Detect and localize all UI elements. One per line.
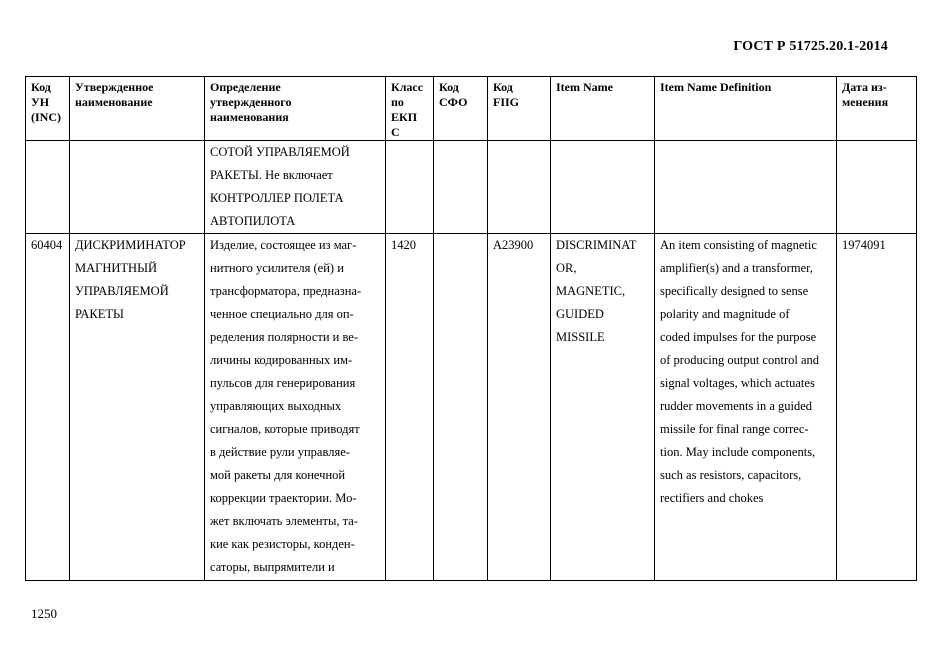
table-row-60404: [26, 234, 917, 581]
text-line: amplifier(s) and a transformer,: [660, 261, 813, 275]
cell-item-name: [551, 234, 655, 581]
text-line: МАГНИТНЫЙ: [75, 261, 158, 275]
text-line: управляющих выходных: [210, 399, 342, 413]
text-line: Item Name Definition: [660, 80, 772, 94]
header-sfo-code: [434, 77, 488, 141]
table-row-continuation: [26, 141, 917, 234]
text-line: по: [391, 95, 404, 109]
cell-sfo-code: [434, 234, 488, 581]
text-line: УН: [31, 95, 50, 109]
text-line: GUIDED: [556, 307, 604, 321]
text-line: Класс: [391, 80, 424, 94]
text-line: FIIG: [493, 95, 520, 109]
cell-definition: [205, 234, 386, 581]
header-ekps-class: [386, 77, 434, 141]
cell-item-name: [551, 141, 655, 234]
cell-sfo-code: [434, 141, 488, 234]
header-item-name-definition: [655, 77, 837, 141]
text-line: личины кодированных им-: [210, 353, 353, 367]
text-line: Определение: [210, 80, 281, 94]
text-line: Утвержденное: [75, 80, 154, 94]
text-line: Код: [31, 80, 51, 94]
text-line: rectifiers and chokes: [660, 491, 764, 505]
cell-definition: [205, 141, 386, 234]
text-line: MISSILE: [556, 330, 605, 344]
classifier-table: [25, 76, 917, 581]
text-line: missile for final range correc-: [660, 422, 809, 436]
text-line: трансформатора, предназна-: [210, 284, 362, 298]
text-line: tion. May include components,: [660, 445, 816, 459]
cell-ekps-class: 1420: [386, 234, 434, 581]
cell-fiig-code: [488, 141, 551, 234]
header-change-date: [837, 77, 917, 141]
text-line: РАКЕТЫ: [75, 307, 124, 321]
text-line: polarity and magnitude of: [660, 307, 790, 321]
cell-fiig-code: A23900: [488, 234, 551, 581]
cell-approved-name: [70, 234, 205, 581]
text-line: Код: [493, 80, 513, 94]
text-line: (INC): [31, 110, 61, 124]
header-approved-name: [70, 77, 205, 141]
text-line: менения: [842, 95, 889, 109]
text-line: сигналов, которые приводят: [210, 422, 360, 436]
text-line: утвержденного: [210, 95, 292, 109]
text-line: Код: [439, 80, 459, 94]
cell-change-date: [837, 141, 917, 234]
text-line: ченное специально для оп-: [210, 307, 354, 321]
page-number: 1250: [31, 606, 57, 621]
text-line: rudder movements in a guided: [660, 399, 813, 413]
text-line: DISCRIMINAT: [556, 238, 637, 252]
text-line: Изделие, состоящее из маг-: [210, 238, 357, 252]
text-line: коррекции траектории. Мо-: [210, 491, 357, 505]
cell-ekps-class: [386, 141, 434, 234]
text-line: АВТОПИЛОТА: [210, 214, 296, 228]
header-definition: [205, 77, 386, 141]
text-line: Дата из-: [842, 80, 887, 94]
text-line: нитного усилителя (ей) и: [210, 261, 344, 275]
text-line: кие как резисторы, конден-: [210, 537, 355, 551]
text-line: пульсов для генерирования: [210, 376, 356, 390]
cell-approved-name: [70, 141, 205, 234]
text-line: coded impulses for the purpose: [660, 330, 817, 344]
text-line: мой ракеты для конечной: [210, 468, 346, 482]
cell-inc: 60404: [26, 234, 70, 581]
text-line: С: [391, 125, 400, 139]
document-header: ГОСТ Р 51725.20.1-2014: [733, 39, 888, 54]
text-line: ЕКП: [391, 110, 418, 124]
cell-item-name-definition: [655, 141, 837, 234]
text-line: specifically designed to sense: [660, 284, 809, 298]
header-fiig-code: [488, 77, 551, 141]
text-line: СОТОЙ УПРАВЛЯЕМОЙ: [210, 145, 350, 159]
text-line: наименования: [210, 110, 289, 124]
text-line: MAGNETIC,: [556, 284, 626, 298]
text-line: ДИСКРИМИНАТОР: [75, 238, 186, 252]
header-item-name: [551, 77, 655, 141]
text-line: УПРАВЛЯЕМОЙ: [75, 284, 169, 298]
text-line: саторы, выпрямители и: [210, 560, 335, 574]
cell-change-date: 1974091: [837, 234, 917, 581]
header-inc: [26, 77, 70, 141]
text-line: РАКЕТЫ. Не включает: [210, 168, 333, 182]
text-line: of producing output control and: [660, 353, 819, 367]
text-line: Item Name: [556, 80, 613, 94]
text-line: An item consisting of magnetic: [660, 238, 817, 252]
cell-inc: [26, 141, 70, 234]
text-line: в действие рули управляе-: [210, 445, 350, 459]
text-line: such as resistors, capacitors,: [660, 468, 802, 482]
text-line: жет включать элементы, та-: [210, 514, 358, 528]
text-line: OR,: [556, 261, 577, 275]
text-line: КОНТРОЛЛЕР ПОЛЕТА: [210, 191, 344, 205]
text-line: signal voltages, which actuates: [660, 376, 815, 390]
text-line: наименование: [75, 95, 153, 109]
cell-item-name-definition: [655, 234, 837, 581]
text-line: СФО: [439, 95, 468, 109]
table-header-row: [26, 77, 917, 141]
text-line: ределения полярности и ве-: [210, 330, 359, 344]
